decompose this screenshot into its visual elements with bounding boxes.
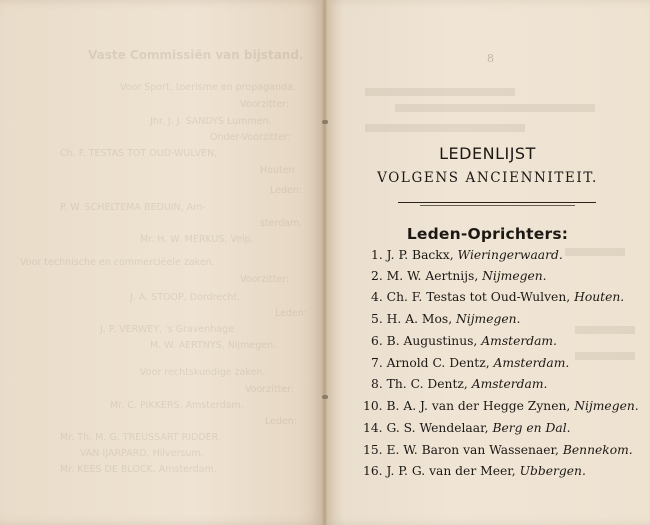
member-place: Ubbergen. [519, 464, 586, 478]
member-name: E. W. Baron van Wassenaer, [386, 443, 559, 457]
showthrough-bar [365, 124, 525, 132]
showthrough-line: Leden: [265, 416, 298, 427]
showthrough-line: Mr. Th. M. G. TREUSSART RIDDER [60, 432, 219, 443]
showthrough-line: Houten [260, 165, 295, 176]
showthrough-line: J. P. VERWEY, 's Gravenhage [100, 324, 234, 335]
member-number: 5. [371, 312, 383, 326]
showthrough-line: Voor technische en commerciëele zaken. [20, 257, 215, 268]
showthrough-line: M. W. AERTNYS, Nijmegen. [150, 340, 277, 351]
member-place: Amsterdam. [471, 377, 548, 391]
list-item [363, 464, 586, 478]
member-place: Wieringerwaard. [457, 248, 563, 262]
showthrough-line: Onder-Voorzitter: [210, 132, 291, 143]
member-name: Th. C. Dentz, [386, 377, 468, 391]
title-rule-thin [420, 205, 575, 206]
showthrough-line: Ch. F. TESTAS TOT OUD-WULVEN, [60, 148, 218, 159]
list-item [363, 443, 633, 457]
page-title: LEDENLIJST [439, 144, 536, 163]
list-item [371, 269, 547, 283]
member-number: 15. [363, 443, 383, 457]
member-place: Berg en Dal. [492, 421, 571, 435]
showthrough-line: Voorzitter: [240, 99, 290, 110]
member-number: 2. [371, 269, 383, 283]
member-number: 14. [363, 421, 383, 435]
member-place: Amsterdam. [481, 334, 558, 348]
member-name: J. P. Backx, [386, 248, 454, 262]
member-name: M. W. Aertnijs, [386, 269, 479, 283]
list-item [371, 312, 520, 326]
member-place: Bennekom. [562, 443, 633, 457]
member-place: Amsterdam. [493, 356, 570, 370]
showthrough-line: sterdam. [260, 218, 303, 229]
page-subtitle: VOLGENS ANCIENNITEIT. [377, 170, 598, 186]
showthrough-bar [365, 88, 515, 96]
showthrough-bar [565, 248, 625, 256]
left-page-showthrough [0, 0, 324, 525]
showthrough-line: Mr. C. PIKKERS, Amsterdam. [110, 400, 244, 411]
list-item [371, 356, 569, 370]
member-number: 4. [371, 290, 383, 304]
showthrough-line: VAN IJARPARD, Hilversum. [80, 448, 204, 459]
section-heading: Leden-Oprichters: [406, 225, 569, 243]
member-name: B. A. J. van der Hegge Zynen, [386, 399, 571, 413]
member-name: G. S. Wendelaar, [386, 421, 489, 435]
list-item [371, 290, 624, 304]
list-item [371, 377, 547, 391]
showthrough-line: Mr. H. W. MERKUS, Velp. [140, 234, 254, 245]
member-place: Nijmegen. [482, 269, 547, 283]
list-item [363, 421, 571, 435]
member-name: Ch. F. Testas tot Oud-Wulven, [386, 290, 571, 304]
member-number: 10. [363, 399, 383, 413]
showthrough-line: J. A. STOOP, Dordrecht. [130, 292, 241, 303]
member-name: H. A. Mos, [386, 312, 453, 326]
showthrough-line: Jhr. J. J. SANDYS Lummen. [150, 116, 272, 127]
showthrough-title: Vaste Commissiën van bijstand. [88, 48, 304, 62]
member-number: 8. [371, 377, 383, 391]
list-item [371, 248, 563, 262]
showthrough-bar [575, 352, 635, 360]
showthrough-line: Mr. KEES DE BLOCK, Amsterdam. [60, 464, 217, 475]
member-place: Houten. [574, 290, 625, 304]
member-name: Arnold C. Dentz, [386, 356, 490, 370]
page-number: 8 [487, 52, 494, 65]
showthrough-line: Voor Sport, toerisme en propaganda. [120, 82, 296, 93]
member-name: J. P. G. van der Meer, [386, 464, 516, 478]
member-place: Nijmegen. [574, 399, 639, 413]
member-number: 16. [363, 464, 383, 478]
showthrough-line: Voor rechtskundige zaken. [140, 367, 266, 378]
showthrough-line: Leden: [275, 308, 308, 319]
title-rule [398, 202, 596, 203]
showthrough-line: P. W. SCHELTEMA BEDUIN, Am- [60, 202, 206, 213]
showthrough-line: Leden: [270, 185, 303, 196]
showthrough-bar [395, 104, 595, 112]
list-item [363, 399, 639, 413]
list-item [371, 334, 557, 348]
member-name: B. Augustinus, [386, 334, 478, 348]
member-number: 7. [371, 356, 383, 370]
member-number: 1. [371, 248, 383, 262]
member-number: 6. [371, 334, 383, 348]
showthrough-line: Voorzitter: [240, 274, 290, 285]
showthrough-line: Voorzitter: [245, 384, 295, 395]
showthrough-bar [575, 326, 635, 334]
member-place: Nijmegen. [456, 312, 521, 326]
